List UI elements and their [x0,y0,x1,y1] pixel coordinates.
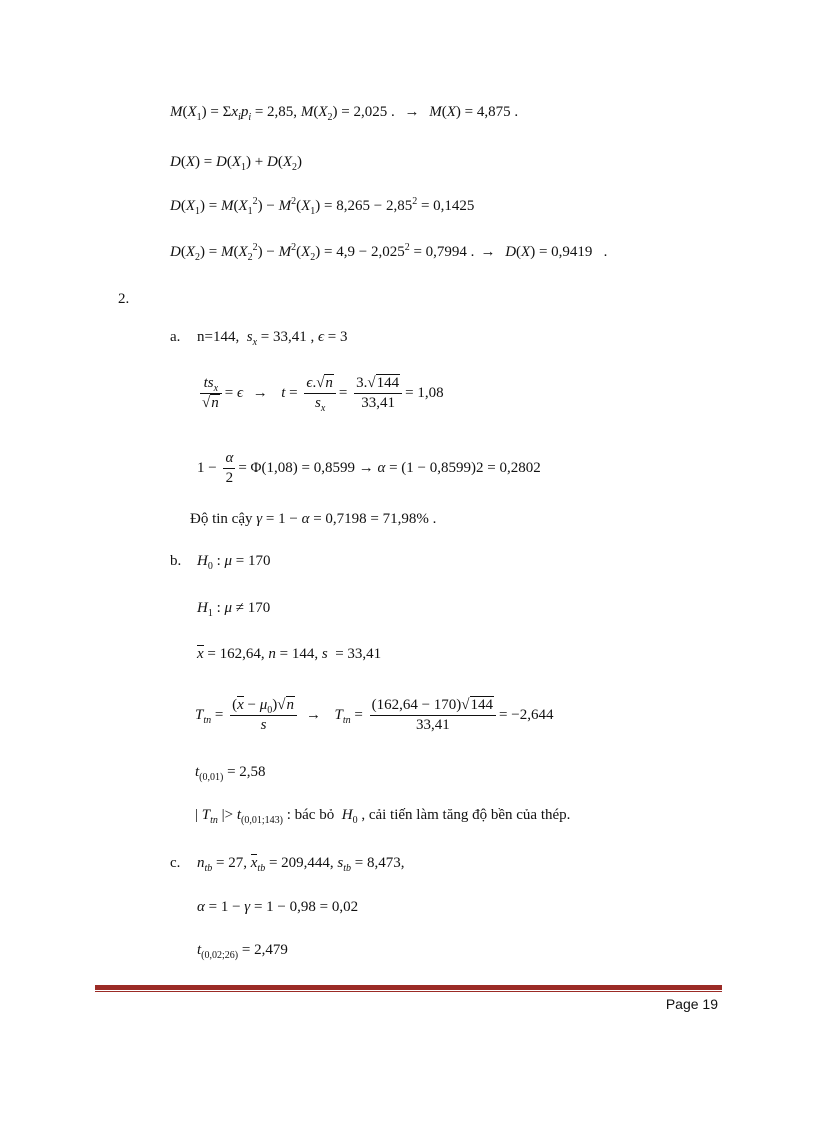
page-number: Page 19 [665,996,718,1012]
equation-c-given: $n_{tb} = 27$, $x_{tb} = 209,444$, $s_{tb} = 8,473$, [197,855,405,874]
confidence-statement: Độ tin cậy γ = 1 − α = 0,7198 = 71,98% . [190,511,437,527]
equation-b-ttn: $T_{tn}$ = $\frac{(x - \mu_0)√n}{s}$ → $T_{tn}$ = $\frac{(162,64 - 170)√144}{33,41}$ = −2,644 [195,697,554,733]
hypothesis-h0: $H_0$ : μ = 170 [197,553,271,572]
equation-m-x1: $M(X_1) = \Sigma x_ip_i = 2,85$, $M(X_2) = 2,025$ . → M(X) = 4,875 . [170,104,519,123]
equation-a-given: n=144, $s_x = 33,41$ , ϵ = 3 [197,329,348,348]
equation-d-x2: $D(X_2) = M(X_2^2) - M^2(X_2) = 4,9 - 2,025^2 = 0,7994$ . → D(X) = 0,9419 . [170,242,608,263]
equation-b-tcrit: $t_{(0,01)} = 2,58$ [195,764,266,783]
section-number: 2. [118,291,130,307]
equation-b-given: x = 162,64, n = 144, s = 33,41 [197,646,382,662]
item-b-label: b. [170,553,182,569]
conclusion-b: | $T_{tn}$ |> $t_{(0,01;143)}$ : bác bỏ $H_0$ , cải tiến làm tăng độ bền của thép. [195,807,571,826]
equation-d-x1: $D(X_1) = M(X_1^2) - M^2(X_1) = 8,265 - 2,85^2 = 0,1425$ [170,196,475,217]
item-c-label: c. [170,855,181,871]
hypothesis-h1: $H_1$ : μ ≠ 170 [197,600,271,619]
footer-rule [95,985,722,990]
equation-c-alpha: α = 1 − γ = 1 − 0,98 = 0,02 [197,899,359,915]
item-a-label: a. [170,329,181,345]
footer-rule-thin [95,991,722,992]
equation-a-t: $\frac{ts_x}{√n}$ = ϵ → t = $\frac{\epsilon.√n}{s_x}$ = $\frac{3.√144}{33,41}$ = 1,08 [202,375,444,414]
equation-d-x: $D(X) = D(X_1) + D(X_2)$ [170,154,302,173]
equation-a-alpha: 1 − $\frac{\alpha}{2}$ = Φ(1,08) = 0,8599 → α = (1 − 0,8599)2 = 0,2802 [197,450,541,486]
equation-c-tcrit: $t_{(0,02;26)} = 2,479$ [197,942,288,961]
